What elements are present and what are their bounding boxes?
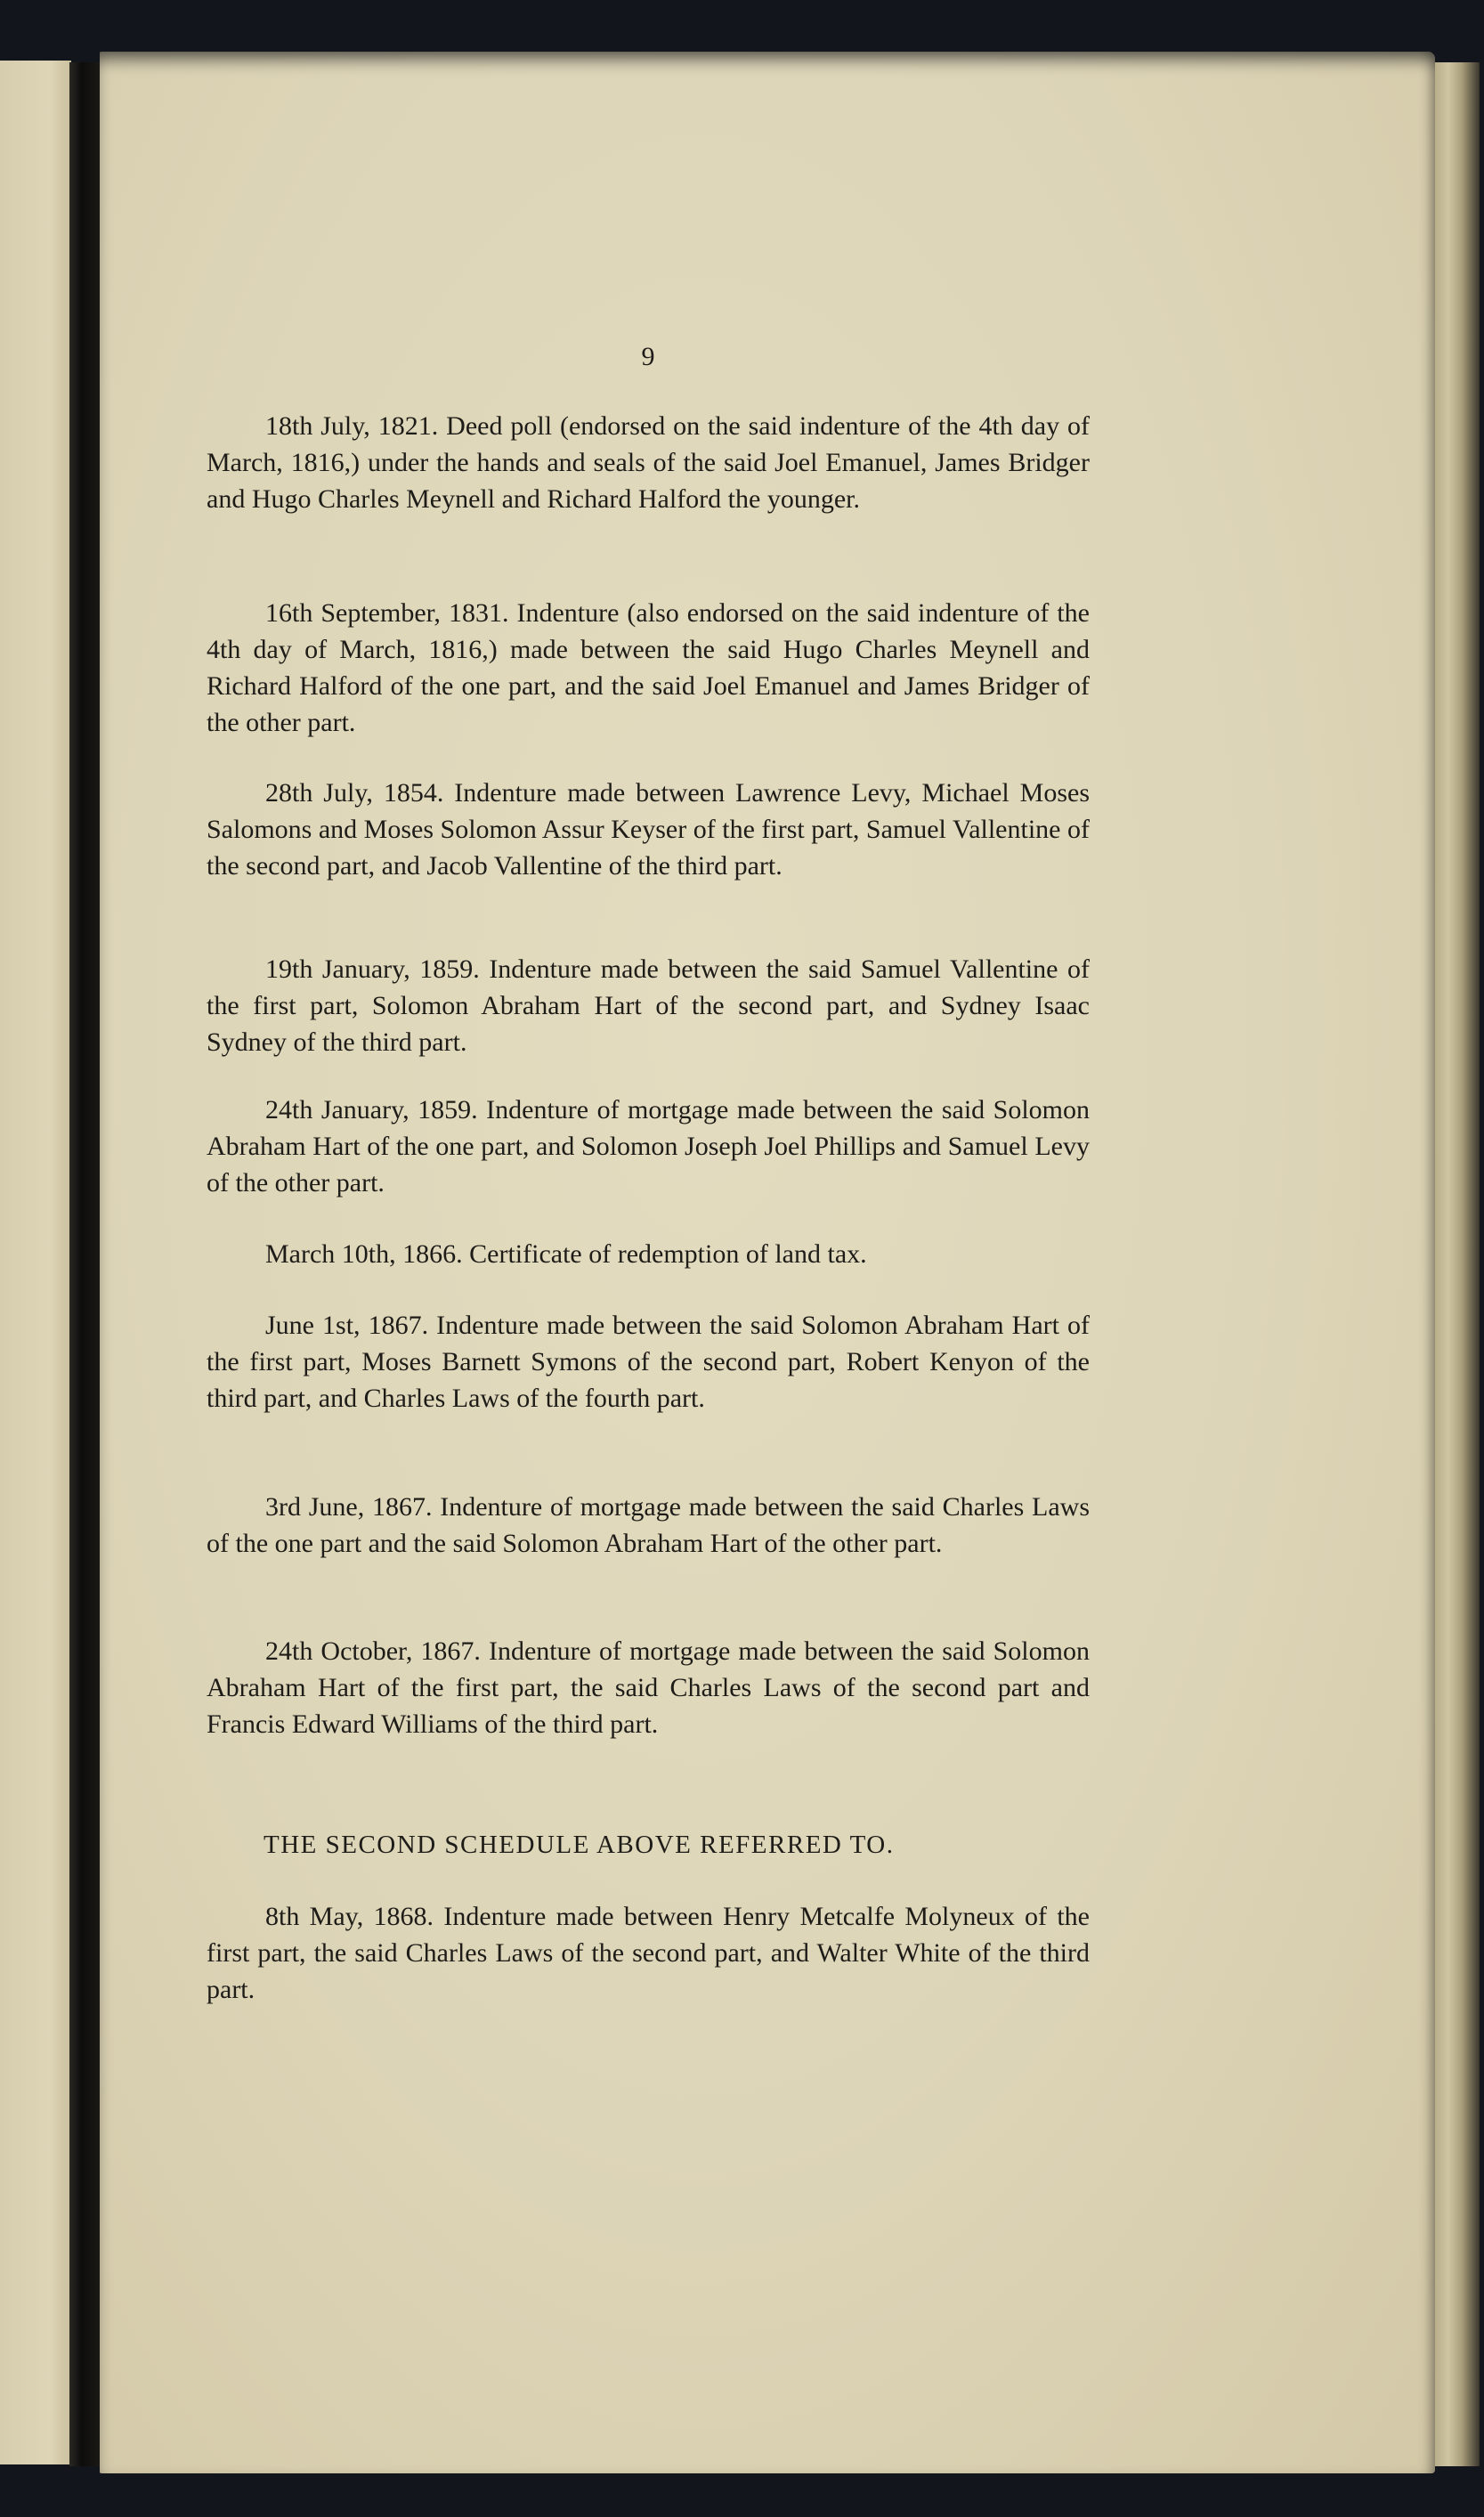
- schedule-entry: [207, 1307, 1090, 1417]
- schedule-entry: [207, 775, 1090, 884]
- entry-text: Deed poll (endorsed on the said indenture of the 4th day of March, 1816,) under the hands and seals of the said Joel Emanuel, James Bridger and Hugo Charles Meynell and Richard Halford the younger.: [207, 411, 1090, 514]
- page-number: 9: [641, 342, 655, 371]
- schedule-entry: [207, 1633, 1090, 1742]
- schedule-entry: [207, 1898, 1090, 2008]
- entry-date: 8th May, 1868.: [265, 1902, 434, 1931]
- schedule-entry: [207, 1489, 1090, 1562]
- schedule-entry: [207, 951, 1090, 1060]
- book-gutter: [69, 62, 100, 2466]
- entry-date: 24th January, 1859.: [265, 1095, 478, 1125]
- entry-text: Indenture (also endorsed on the said indenture of the 4th day of March, 1816,) made between the said Hugo Charles Meynell and Richard Halford of the one part, and the said Joel Emanuel and James Bridger of the other part.: [207, 598, 1091, 737]
- schedule-entry: [207, 1236, 1090, 1272]
- entry-text: Indenture of mortgage made between the said Solomon Abraham Hart of the one part, and Solomon Joseph Joel Phillips and Samuel Levy of the other part.: [207, 1095, 1090, 1198]
- entry-text: Indenture made between the said Samuel Vallentine of the first part, Solomon Abraham Hart of the second part, and Sydney Isaac Sydney of the third part.: [207, 954, 1090, 1057]
- second-schedule-heading: THE SECOND SCHEDULE ABOVE REFERRED TO.: [264, 1831, 895, 1859]
- entry-date: June 1st, 1867.: [265, 1311, 429, 1340]
- entry-text: Certificate of redemption of land tax.: [469, 1239, 867, 1269]
- entry-text: Indenture made between Lawrence Levy, Michael Moses Salomons and Moses Solomon Assur Keyser of the first part, Samuel Vallentine of the second part, and Jacob Vallentine of the third part.: [207, 778, 1090, 881]
- entry-text: Indenture of mortgage made between the said Solomon Abraham Hart of the first part, the said Charles Laws of the second part and Francis Edward Williams of the third part.: [207, 1636, 1090, 1739]
- schedule-entry: [207, 595, 1090, 741]
- entry-text: Indenture made between Henry Metcalfe Molyneux of the first part, the said Charles Laws of the second part, and Walter White of the third part.: [207, 1902, 1090, 2004]
- entry-text: Indenture of mortgage made between the said Charles Laws of the one part and the said Solomon Abraham Hart of the other part.: [207, 1492, 1090, 1558]
- entry-date: 18th July, 1821.: [265, 411, 439, 441]
- schedule-entry: [207, 1092, 1090, 1201]
- entry-date: 16th September, 1831.: [265, 598, 509, 628]
- entry-date: 3rd June, 1867.: [265, 1492, 433, 1522]
- right-page-edges: [1435, 62, 1480, 2466]
- left-page-edge: [0, 61, 71, 2464]
- entry-date: 19th January, 1859.: [265, 954, 480, 984]
- entry-text: Indenture made between the said Solomon Abraham Hart of the first part, Moses Barnett Symons of the second part, Robert Kenyon of the third part, and Charles Laws of the fourth part.: [207, 1311, 1091, 1413]
- entry-date: 28th July, 1854.: [265, 778, 444, 808]
- entry-date: March 10th, 1866.: [265, 1239, 463, 1269]
- entry-date: 24th October, 1867.: [265, 1636, 481, 1666]
- schedule-entry: [207, 408, 1090, 517]
